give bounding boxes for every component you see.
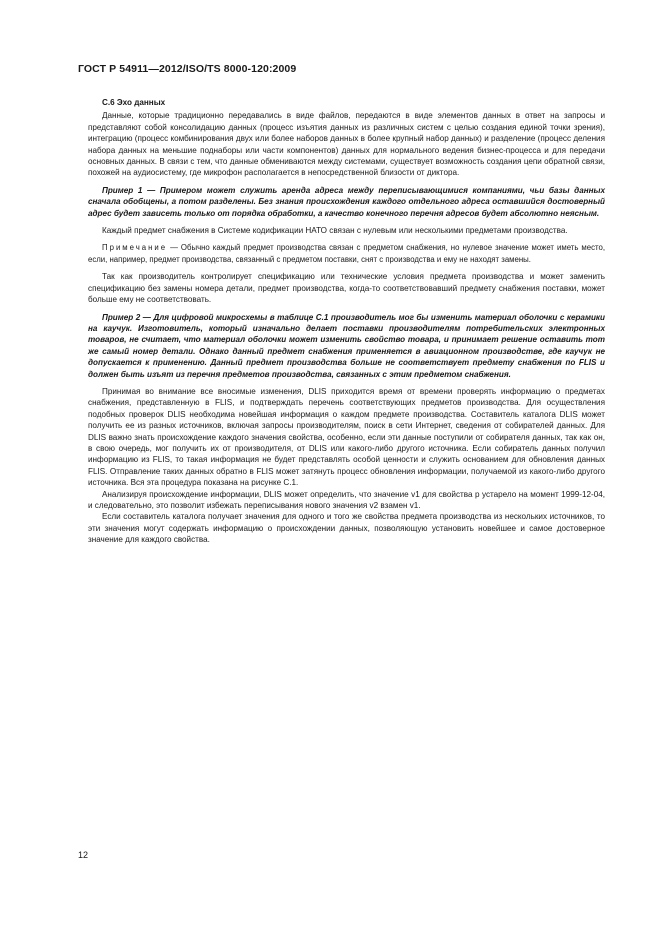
note-label: Примечание: [102, 243, 168, 253]
section-title: С.6 Эхо данных: [102, 98, 166, 107]
page-number: 12: [78, 850, 89, 860]
paragraph-sources: Если составитель каталога получает значения для одного и того же свойства предмета производства из нескольких источников, то эти значения могут содержать информацию о происхождении данных, позволяющую установить новейшее и самое достоверное значение для каждого свойства.: [88, 512, 605, 545]
paragraph-intro: Данные, которые традиционно передавались в виде файлов, передаются в виде элементов данных в ответ на запросы и представляют собой консолидацию данных (процесс изъятия данных из различных систем с целью создания единой точки зрения), интеграцию (процесс комбинирования двух или более наборов данных в более крупный набор данных) и разделение (процесс деления набора данных на меньшие поднаборы или части компонентов) данных для нормального ведения бизнес-процесса и для передачи основных данных. В связи с тем, что данные обмениваются между системами, существует возможность создания цепи обратной связи, похожей на аудиосистему, где микрофон располагается в непосредственной близости от диктора.: [88, 111, 605, 178]
document-body: [88, 97, 605, 546]
example-1: Пример 1 — Примером может служить аренда адреса между переписывающимися компаниями, чьи базы данных сначала обобщены, а потом разделены. Без знания происхождения каждого отдельного адреса оставшийся достоверный адрес будет зависеть только от порядка обработки, а качество конечного перечня адресов будет абсолютно неясным.: [88, 185, 605, 218]
page-header-standard-title: ГОСТ Р 54911—2012/ISO/TS 8000-120:2009: [78, 63, 297, 75]
paragraph-nato: Каждый предмет снабжения в Системе кодификации НАТО связан с нулевым или несколькими предметами производства.: [102, 226, 568, 236]
paragraph-dlis: Принимая во внимание все вносимые изменения, DLIS приходится время от времени проверять информацию о предметах снабжения, представленную в FLIS, и подтверждать перечень соответствующих предметов производства. Для осуществления подобных проверок DLIS необходима новейшая информация о каждом предмете производства. Составитель каталога DLIS может получить ее из разных источников, включая запросы производителям, поиск в сети Интернет, сведения от собирателей данных. Для DLIS важно знать происхождение каждого значения свойства, особенно, если эти данные поступили от собирателя данных, так как он, в свою очередь, мог получить их от производителя, от DLIS или какого-либо другого источника. Если собиратель данных получил информацию из FLIS, то такая информация не будет представлять особой ценности и служить основанием для обновления данных FLIS. Отправление таких данных обратно в FLIS может затянуть процесс обновления информации, получаемой из какого-либо другого источника. Вся эта процедура показана на рисунке С.1.: [88, 386, 605, 488]
note-text: — Обычно каждый предмет производства связан с предметом снабжения, но нулевое значение может иметь место, если, например, предмет производства, связанный с предметом поставки, снят с производства и ему не находят замены.: [88, 243, 605, 264]
note: [88, 242, 605, 265]
paragraph-analysis: Анализируя происхождение информации, DLIS может определить, что значение v1 для свойства р устарело на момент 1999-12-04, и следовательно, это позволит избежать переписывания нового значения v2 взамен v1.: [88, 489, 605, 510]
paragraph-specification: Так как производитель контролирует спецификацию или технические условия предмета производства и может заменить спецификацию без замены номера детали, предмет производства, когда-то соответствовавший предмету снабжения поставки, может больше ему не соответствовать.: [88, 272, 605, 305]
example-2: Пример 2 — Для цифровой микросхемы в таблице С.1 производитель мог бы изменить материал оболочки с керамики на каучук. Изготовитель, который изначально делает поставки производителям потребительских электронных товаров, не считает, что материал оболочки может изменить свойство товара, и принимает решение оставить тот же самый номер детали. Однако данный предмет снабжения применяется в авиационном производстве, где каучук не допускается к применению. Данный предмет производства больше не соответствует предмету снабжения по FLIS и должен быть изъят из перечня предметов производства, связанных с этим предметом снабжения.: [88, 312, 605, 379]
